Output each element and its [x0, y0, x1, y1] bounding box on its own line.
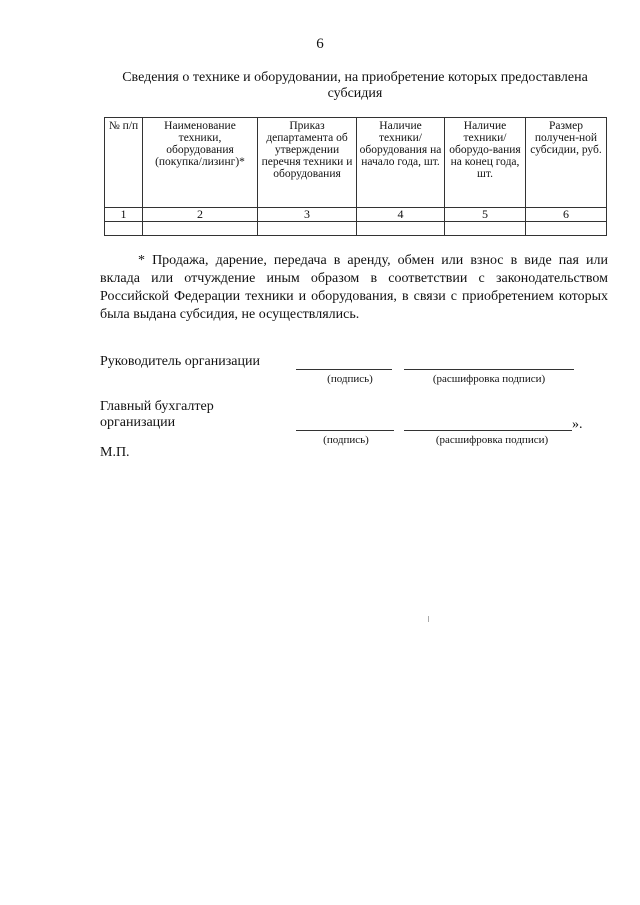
- column-number-cell: 3: [258, 208, 357, 222]
- accountant-decoding-line: [404, 430, 572, 431]
- empty-cell: [357, 222, 445, 236]
- accountant-signature-line: [296, 430, 394, 431]
- closing-quote: ».: [572, 417, 583, 432]
- document-title: Сведения о технике и оборудовании, на приобретение которых предоставлена субсидия: [122, 70, 588, 101]
- equipment-table: [104, 117, 607, 236]
- head-signature-line: [296, 369, 392, 370]
- header-cell-name: Наименование техники, оборудования (покупка/лизинг)*: [143, 118, 258, 208]
- page-number: 6: [316, 36, 324, 52]
- accountant-label-line2: организации: [100, 415, 176, 430]
- column-number-cell: 1: [105, 208, 143, 222]
- table-numbering-row: [105, 208, 607, 222]
- accountant-signature-caption: (подпись): [323, 434, 369, 446]
- empty-cell: [526, 222, 607, 236]
- head-decoding-line: [404, 369, 574, 370]
- header-cell-start-count: Наличие техники/ оборудования на начало года, шт.: [357, 118, 445, 208]
- head-label: Руководитель организации: [100, 354, 260, 369]
- empty-cell: [258, 222, 357, 236]
- head-signature-caption: (подпись): [327, 373, 373, 385]
- table-header-row: [105, 118, 607, 208]
- empty-cell: [105, 222, 143, 236]
- footnote-text: * Продажа, дарение, передача в аренду, обмен или взнос в виде пая или вклада или отчуждение иным образом в соответствии с законодательством Российской Федерации техники и оборудования, в связи с приобретением которых была выдана субсидия, не осуществлялись.: [100, 253, 608, 322]
- column-number-cell: 2: [143, 208, 258, 222]
- accountant-label-line1: Главный бухгалтер: [100, 399, 214, 414]
- column-number-cell: 4: [357, 208, 445, 222]
- header-cell-subsidy: Размер получен-ной субсидии, руб.: [526, 118, 607, 208]
- table-empty-row: [105, 222, 607, 236]
- header-cell-number: № п/п: [105, 118, 143, 208]
- footnote: [100, 252, 608, 324]
- scan-speck: [428, 616, 429, 622]
- accountant-decoding-caption: (расшифровка подписи): [435, 434, 549, 446]
- column-number-cell: 6: [526, 208, 607, 222]
- header-cell-order: Приказ департамента об утверждении перечня техники и оборудования: [258, 118, 357, 208]
- empty-cell: [143, 222, 258, 236]
- header-cell-end-count: Наличие техники/ оборудо-вания на конец года, шт.: [445, 118, 526, 208]
- stamp-placeholder: М.П.: [100, 445, 130, 460]
- empty-cell: [445, 222, 526, 236]
- column-number-cell: 5: [445, 208, 526, 222]
- head-decoding-caption: (расшифровка подписи): [432, 373, 546, 385]
